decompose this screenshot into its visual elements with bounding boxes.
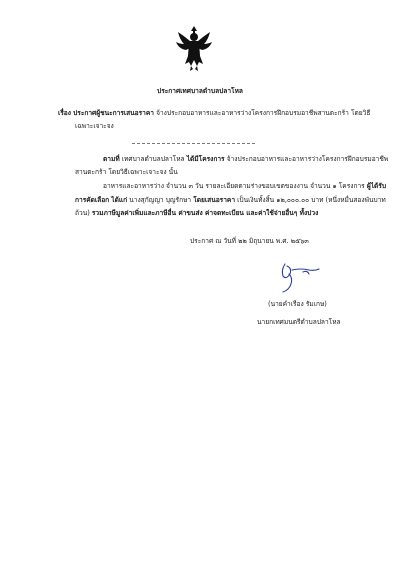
paragraph-2-scope: อาหารและอาหารว่าง จำนวน ๓ วัน รายละเอียดตามร่างขอบเขตของงาน จำนวน ๑ โครงการ xyxy=(103,182,365,190)
announcement-date: ประกาศ ณ วันที่ ๒๒ มิถุนายน พ.ศ. ๒๕๖๓ xyxy=(190,237,309,245)
subject-title: ประกาศผู้ชนะการเสนอราคา xyxy=(73,109,154,117)
signature xyxy=(263,256,323,296)
paragraph-1-project: จ้างประกอบอาหารและอาหารว่างโครงการฝึกอบรมอาชีพ xyxy=(226,155,389,163)
paragraph-1-line-2: สานตะกร้า โดยวิธีเฉพาะเจาะจง นั้น xyxy=(75,168,178,176)
divider-line xyxy=(132,143,255,144)
paragraph-2-line-2 xyxy=(75,196,386,205)
paragraph-2-line-3 xyxy=(75,209,318,218)
bid-amount-end: ถ้วน) xyxy=(75,209,90,217)
signer-title: นายกเทศมนตรีตำบลปลาโหล xyxy=(257,318,341,326)
paragraph-2-namely: ได้แก่ xyxy=(111,196,128,204)
garuda-emblem xyxy=(174,22,214,74)
subject-line-2: เฉพาะเจาะจง xyxy=(75,122,114,130)
organization-title: ประกาศเทศบาลตำบลปลาโหล xyxy=(157,87,243,95)
paragraph-2-line-1 xyxy=(103,182,386,191)
subject-label: เรื่อง xyxy=(58,109,71,117)
paragraph-1-project-label: ได้มีโครงการ xyxy=(186,155,225,163)
subject-description: จ้างประกอบอาหารและอาหารว่างโครงการฝึกอบรมอาชีพสานตะกร้า โดยวิธี xyxy=(156,109,371,117)
paragraph-1-label: ตามที่ xyxy=(103,155,120,163)
bid-inclusions: รวมภาษีมูลค่าเพิ่มและภาษีอื่น ค่าขนส่ง ค่าจดทะเบียน และค่าใช้จ่ายอื่นๆ ทั้งปวง xyxy=(91,209,319,217)
paragraph-1-line-1 xyxy=(103,155,388,164)
paragraph-1-org: เทศบาลตำบลปลาโหล xyxy=(121,155,185,163)
signer-name: (นายคำเรือง รัมเกษ) xyxy=(268,300,327,308)
paragraph-2-bid-label: โดยเสนอราคา xyxy=(193,196,236,204)
winner-name: นางสุกัญญา บุญรักษา xyxy=(129,196,192,204)
bid-amount: ๑๒,๐๐๐.๐๐ บาท (หนึ่งหมื่นสองพันบาท xyxy=(276,196,386,204)
paragraph-2-selection: การคัดเลือก xyxy=(75,196,110,204)
subject-line-1 xyxy=(58,109,370,118)
paragraph-2-total-label: เป็นเงินทั้งสิ้น xyxy=(237,196,275,204)
paragraph-2-winner-label: ผู้ได้รับ xyxy=(366,182,387,190)
